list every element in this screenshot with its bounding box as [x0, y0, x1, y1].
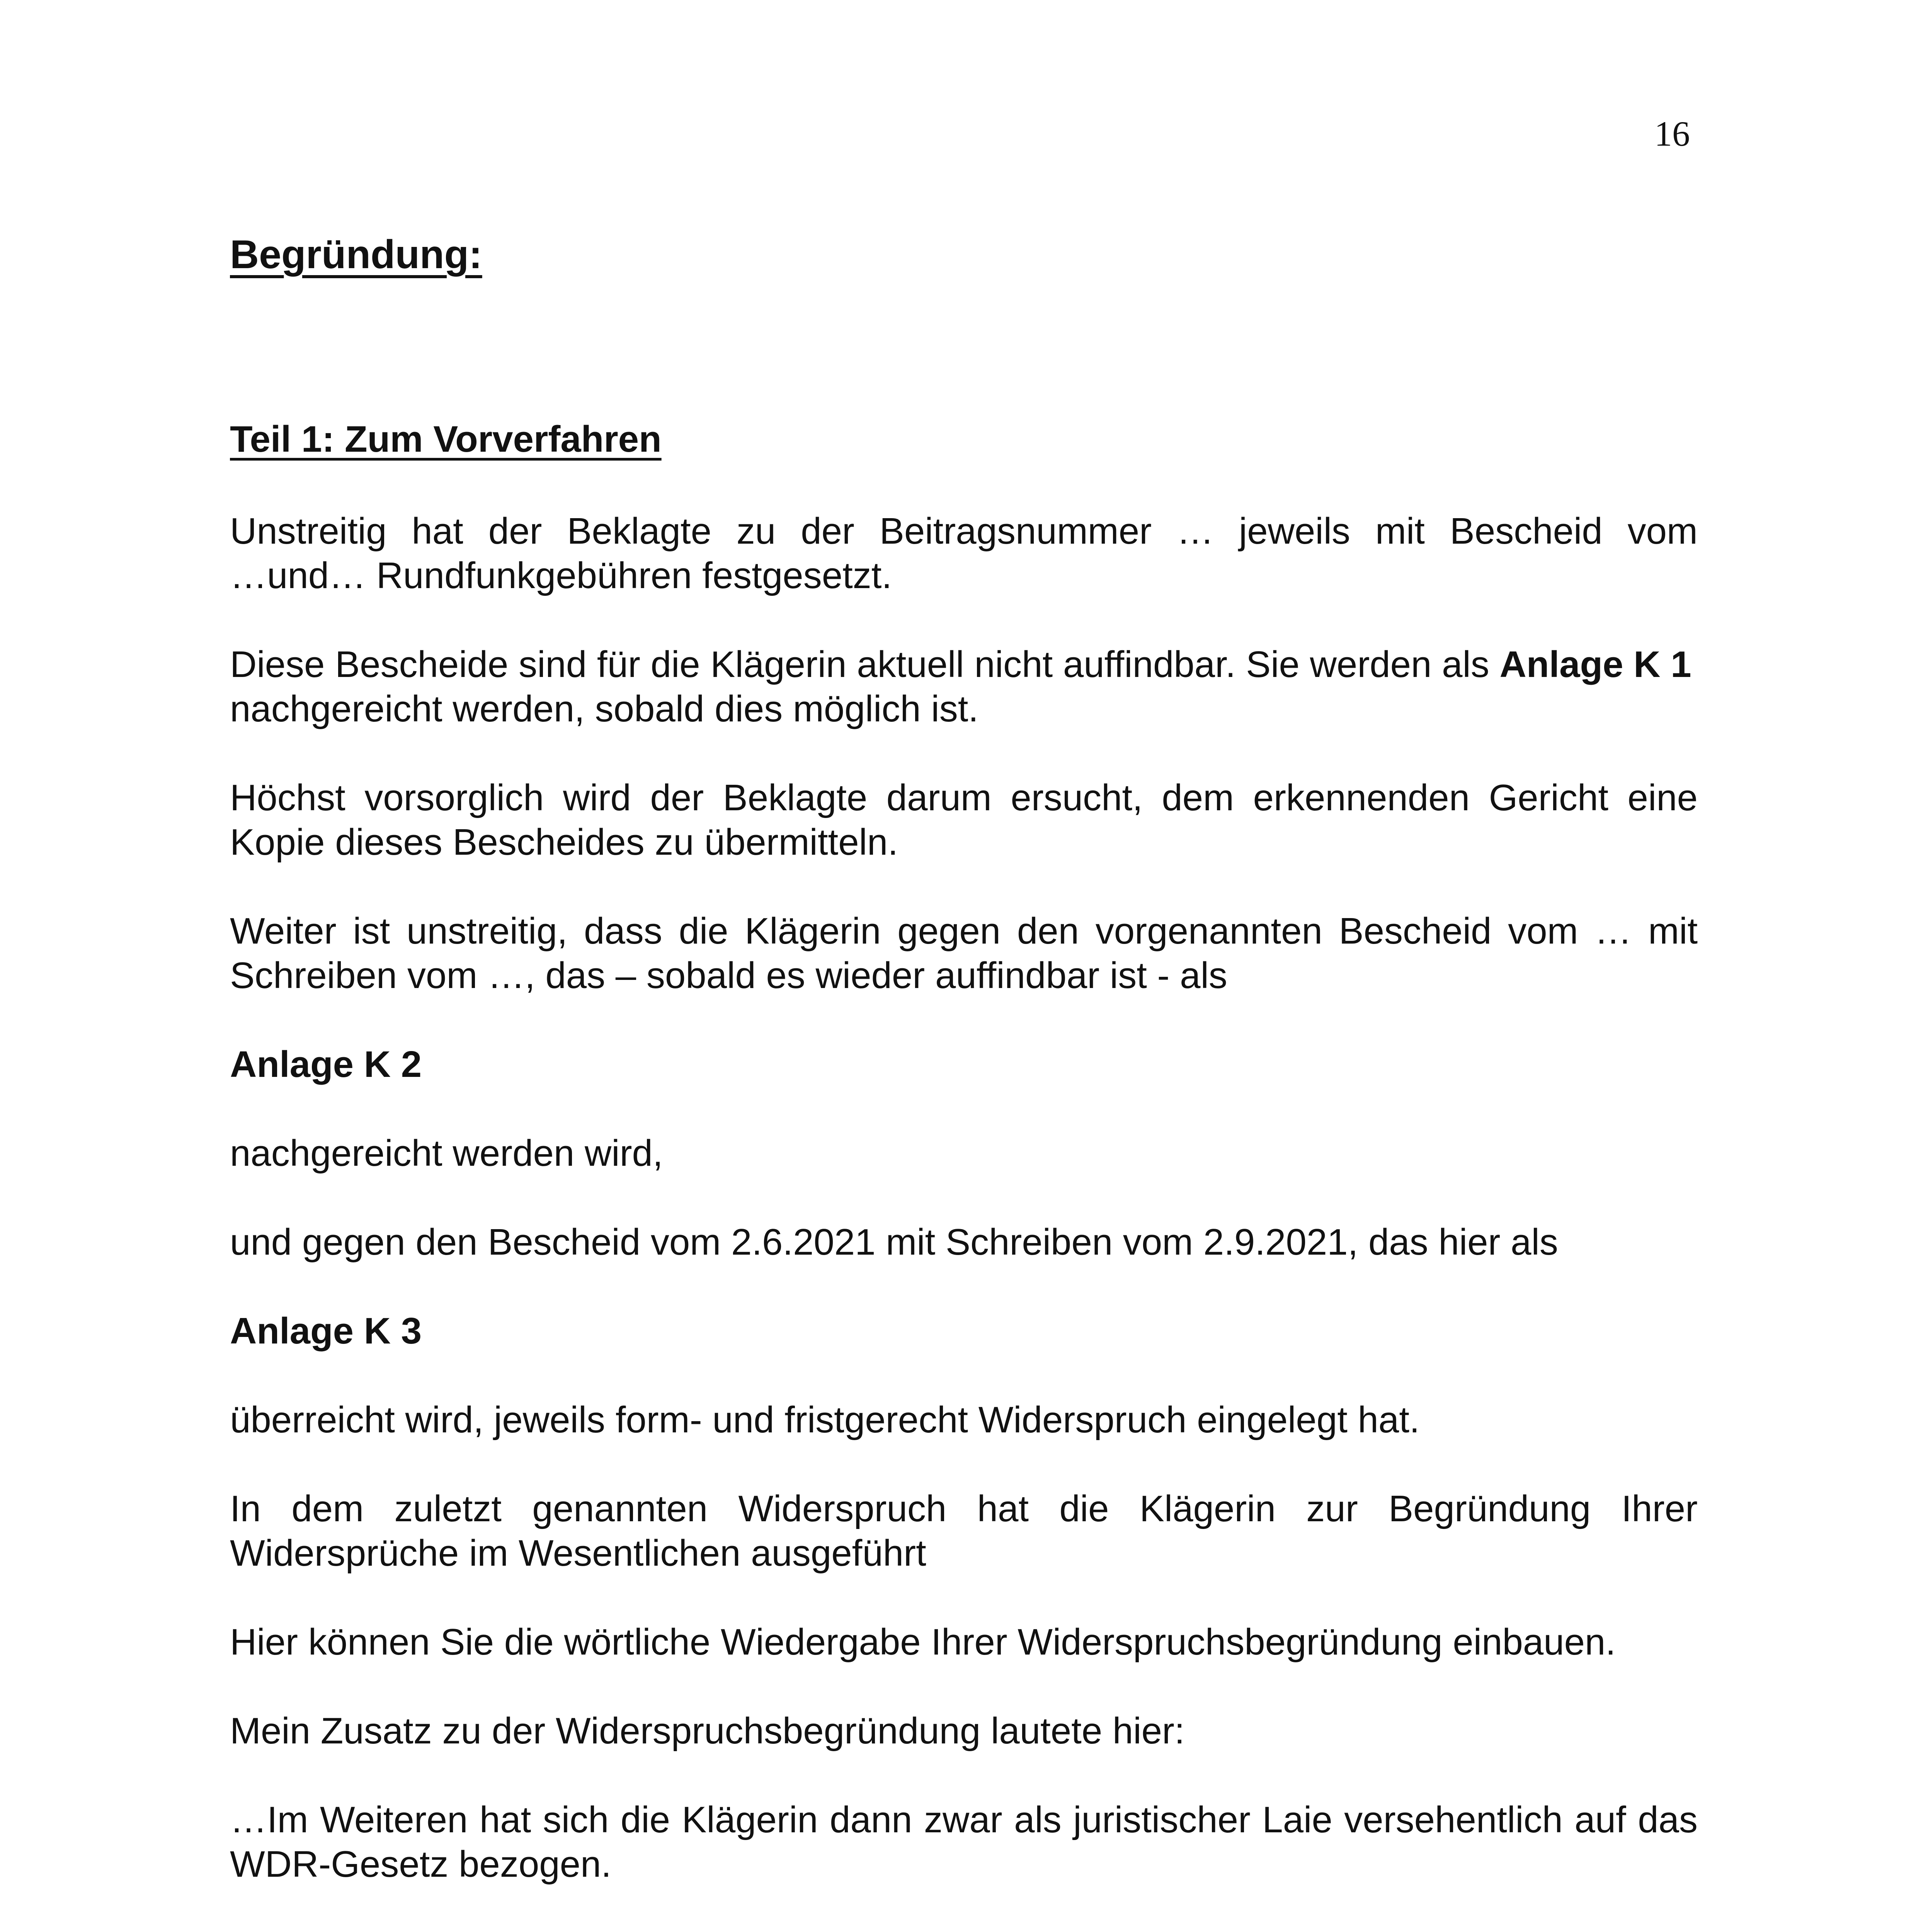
section-heading: Begründung:: [230, 232, 482, 277]
anlage-k1-label: Anlage K 1: [1499, 644, 1691, 685]
paragraph-begruendung: In dem zuletzt genannten Widerspruch hat die Klägerin zur Begründung Ihrer Widersprüche im Wesentlichen ausgeführt: [230, 1488, 1698, 1574]
paragraph-nachgereicht: nachgereicht werden wird,: [230, 1133, 663, 1174]
paragraph-hinweis: Hier können Sie die wörtliche Wiedergabe Ihrer Widerspruchsbegründung einbauen.: [230, 1621, 1616, 1663]
paragraph-festsetzung: [230, 509, 1698, 598]
paragraph-wdr-gesetz: …Im Weiteren hat sich die Klägerin dann zwar als juristischer Laie versehentlich auf das WDR-Gesetz bezogen.: [230, 1799, 1698, 1885]
paragraph-line: Unstreitig hat der Beklagte zu der Beitragsnummer … jeweils mit Bescheid vom: [230, 510, 1698, 552]
paragraph-zusatz: Mein Zusatz zu der Widerspruchsbegründung lautete hier:: [230, 1710, 1185, 1752]
paragraph-text: nachgereicht werden, sobald dies möglich ist.: [230, 688, 979, 730]
anlage-k3-label: Anlage K 3: [230, 1310, 422, 1352]
paragraph-bescheide: [230, 642, 1698, 731]
document-body: [230, 509, 1698, 1932]
paragraph-text: Diese Bescheide sind für die Klägerin aktuell nicht auffindbar. Sie werden als: [230, 644, 1500, 685]
paragraph-line: …und… Rundfunkgebühren festgesetzt.: [230, 555, 892, 596]
paragraph-bescheid-2021: und gegen den Bescheid vom 2.6.2021 mit Schreiben vom 2.9.2021, das hier als: [230, 1221, 1558, 1263]
page-number: 16: [1654, 114, 1690, 153]
paragraph-widerspruch-intro: Weiter ist unstreitig, dass die Klägerin gegen den vorgenannten Bescheid vom … mit Schreiben vom …, das – sobald es wieder auffindbar ist - als: [230, 910, 1698, 996]
subsection-heading: Teil 1: Zum Vorverfahren: [230, 418, 662, 460]
paragraph-ueberreicht: überreicht wird, jeweils form- und fristgerecht Widerspruch eingelegt hat.: [230, 1399, 1420, 1440]
paragraph-ersuchen: Höchst vorsorglich wird der Beklagte darum ersucht, dem erkennenden Gericht eine Kopie dieses Bescheides zu übermitteln.: [230, 777, 1698, 863]
anlage-k2-label: Anlage K 2: [230, 1044, 422, 1085]
